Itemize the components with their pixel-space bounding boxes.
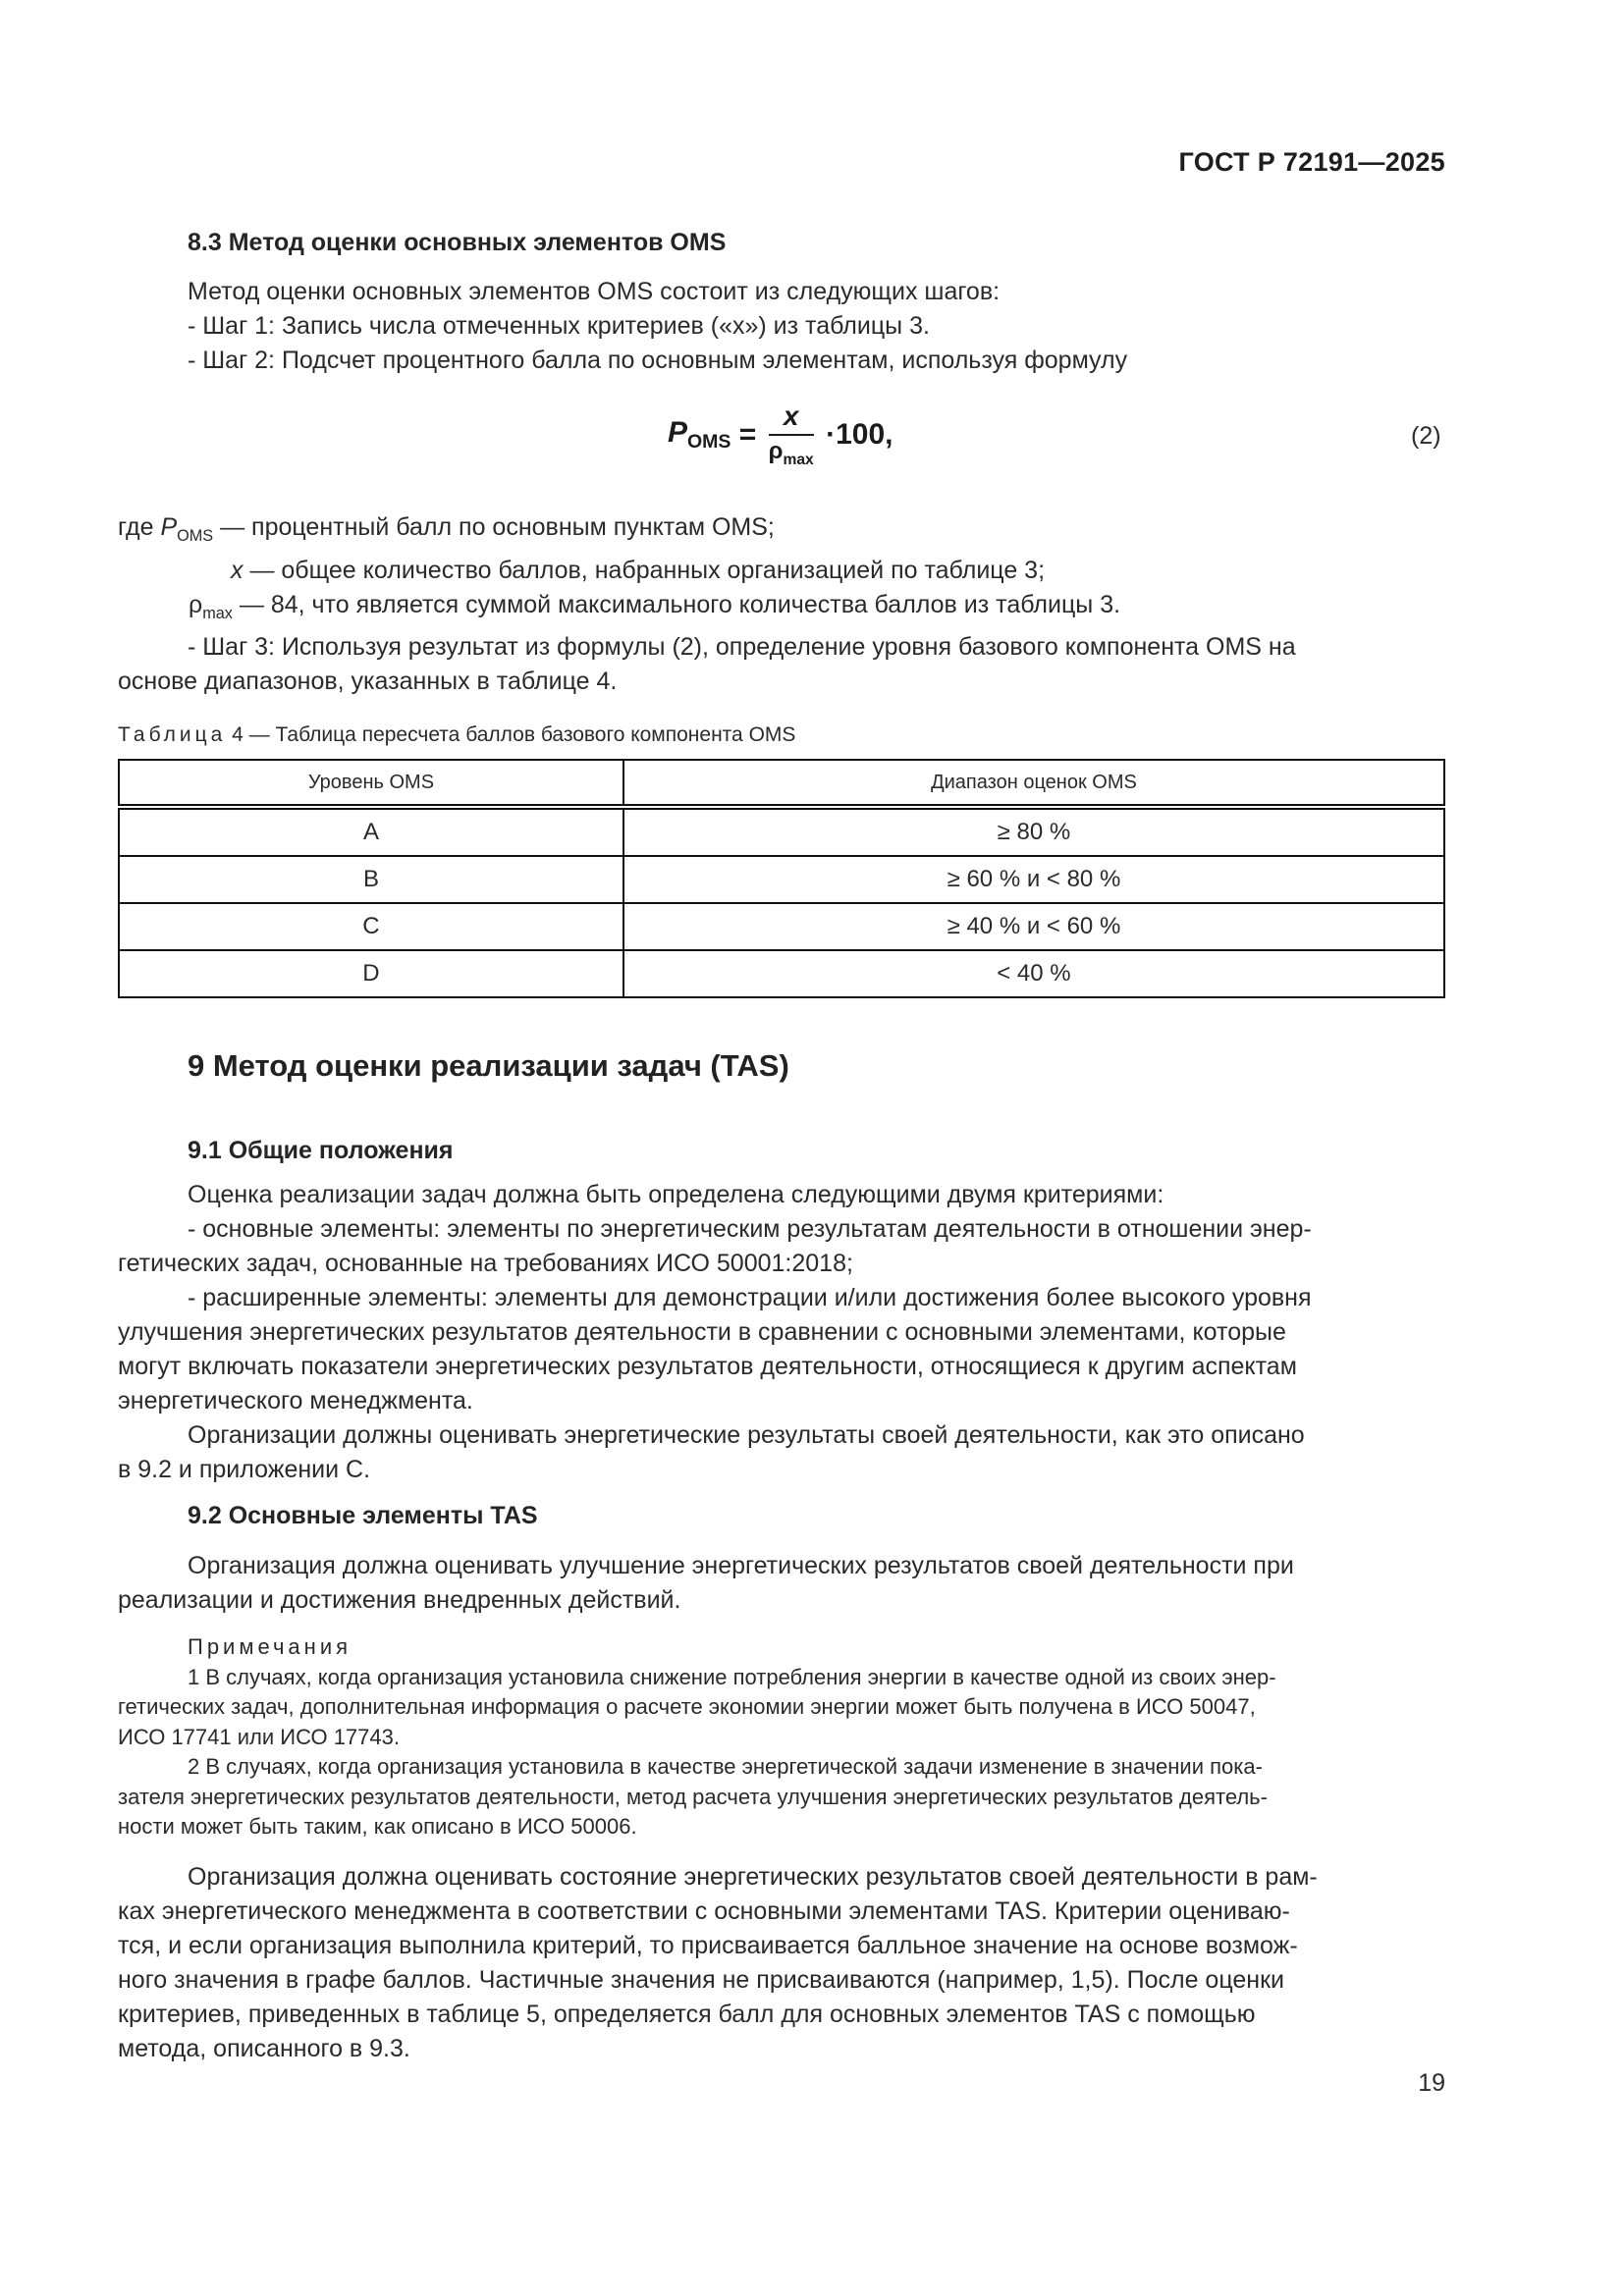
caption-label: Таблица [118,723,227,746]
notes-title: Примечания [188,1634,352,1659]
paragraph-line: Организации должны оценивать энергетические результаты своей деятельности, как это описано [188,1421,1305,1449]
formula-tail: ·100, [826,418,893,451]
page-number: 19 [1418,2069,1445,2097]
legend-p-oms [118,510,1120,554]
paragraph-line: метода, описанного в 9.3. [118,2035,410,2062]
table-row [119,856,1444,903]
note-line: 1 В случаях, когда организация установила снижение потребления энергии в качестве одной из своих энер- [188,1664,1276,1689]
section-8-3-steps [118,275,1445,378]
legend-symbol-sub: OMS [177,527,214,545]
paragraph-line: гетических задач, основанные на требованиях ИСО 50001:2018; [118,1250,853,1277]
paragraph-line: критериев, приведенных в таблице 5, определяется балл для основных элементов TAS с помощью [118,2001,1256,2028]
formula-lhs-sub: OMS [687,431,731,453]
paragraph-line: могут включать показатели энергетических результатов деятельности, относящиеся к другим аспектам [118,1353,1297,1380]
step-3 [118,630,1445,699]
steps-intro: Метод оценки основных элементов OMS состоит из следующих шагов: [188,278,1001,305]
legend-text: — общее количество баллов, набранных организацией по таблице 3; [243,557,1046,584]
cell-range: ≥ 80 % [623,807,1444,856]
legend-symbol: P [160,513,178,541]
notes-block [118,1632,1445,1842]
step-1: - Шаг 1: Запись числа отмеченных критериев («x») из таблицы 3. [188,312,930,340]
formula-denominator: ρ [768,438,784,464]
table-row [119,807,1444,856]
step-3-line-2: основе диапазонов, указанных в таблице 4. [118,667,618,695]
note-line: ИСО 17741 или ИСО 17743. [118,1724,400,1749]
note-line: зателя энергетических результатов деятельности, метод расчета улучшения энергетических результатов деятель- [118,1784,1268,1809]
formula-lhs: P [668,416,688,449]
step-2: - Шаг 2: Подсчет процентного балла по основным элементам, используя формулу [188,347,1128,374]
legend-x [118,554,1120,588]
formula-number: (2) [1411,422,1441,450]
paragraph-line: ках энергетического менеджмента в соответствии с основными элементами TAS. Критерии оцениваю- [118,1897,1290,1925]
section-9-2-intro [118,1549,1445,1618]
column-header-level: Уровень OMS [119,760,623,807]
note-line: гетических задач, дополнительная информация о расчете экономии энергии может быть получена в ИСО 50047, [118,1694,1256,1719]
paragraph-line: Организация должна оценивать улучшение энергетических результатов своей деятельности при [188,1552,1294,1579]
formula-numerator: x [769,400,814,436]
section-9-1-body [118,1178,1445,1487]
paragraph-line: ного значения в графе баллов. Частичные значения не присваиваются (например, 1,5). После оценки [118,1966,1284,1994]
cell-level: B [119,856,623,903]
table-row [119,903,1444,950]
formula-legend [118,510,1120,631]
section-9-title: 9 Метод оценки реализации задач (TAS) [188,1048,789,1083]
cell-range: ≥ 60 % и < 80 % [623,856,1444,903]
paragraph-line: Оценка реализации задач должна быть определена следующими двумя критериями: [188,1181,1164,1208]
cell-range: ≥ 40 % и < 60 % [623,903,1444,950]
paragraph-line: улучшения энергетических результатов деятельности в сравнении с основными элементами, которые [118,1318,1286,1346]
section-9-2-title: 9.2 Основные элементы TAS [188,1502,538,1529]
column-header-range: Диапазон оценок OMS [623,760,1444,807]
note-line: ности может быть таким, как описано в ИСО 50006. [118,1814,637,1839]
cell-range: < 40 % [623,950,1444,997]
legend-rho-max [118,588,1120,631]
section-8-3-title: 8.3 Метод оценки основных элементов OMS [188,229,727,256]
table-header-row [119,760,1444,807]
legend-symbol: ρ [189,591,203,618]
caption-text: 4 — Таблица пересчета баллов базового компонента OMS [226,723,796,746]
paragraph-line: тся, и если организация выполнила критерий, то присваивается балльное значение на основе возмож- [118,1932,1298,1959]
paragraph-line: энергетического менеджмента. [118,1387,473,1415]
paragraph-line: в 9.2 и приложении C. [118,1456,371,1483]
paragraph-line: - расширенные элементы: элементы для демонстрации и/или достижения более высокого уровня [188,1284,1312,1311]
formula-eq: = [738,418,757,451]
legend-symbol: x [231,557,244,584]
paragraph-line: - основные элементы: элементы по энергетическим результатам деятельности в отношении энер- [188,1215,1312,1243]
cell-level: A [119,807,623,856]
table-4-caption [118,723,795,747]
cell-level: D [119,950,623,997]
paragraph-line: Организация должна оценивать состояние энергетических результатов своей деятельности в рам- [188,1863,1318,1891]
cell-level: C [119,903,623,950]
document-header-id: ГОСТ Р 72191—2025 [1178,147,1445,177]
legend-text: — процентный балл по основным пунктам OMS; [213,513,775,541]
legend-text: — 84, что является суммой максимального количества баллов из таблицы 3. [232,591,1121,618]
section-9-1-title: 9.1 Общие положения [188,1137,454,1164]
formula-2 [668,400,893,469]
section-9-2-body [118,1860,1445,2066]
note-line: 2 В случаях, когда организация установила в качестве энергетической задачи изменение в значении пока- [188,1754,1263,1779]
table-4 [118,759,1445,998]
paragraph-line: реализации и достижения внедренных действий. [118,1586,681,1614]
legend-symbol-sub: max [202,605,233,622]
legend-prefix: где [118,513,161,541]
formula-fraction [769,400,814,469]
step-3-line-1: - Шаг 3: Используя результат из формулы (2), определение уровня базового компонента OMS на [188,633,1296,661]
formula-denominator-sub: max [783,452,814,468]
table-row [119,950,1444,997]
